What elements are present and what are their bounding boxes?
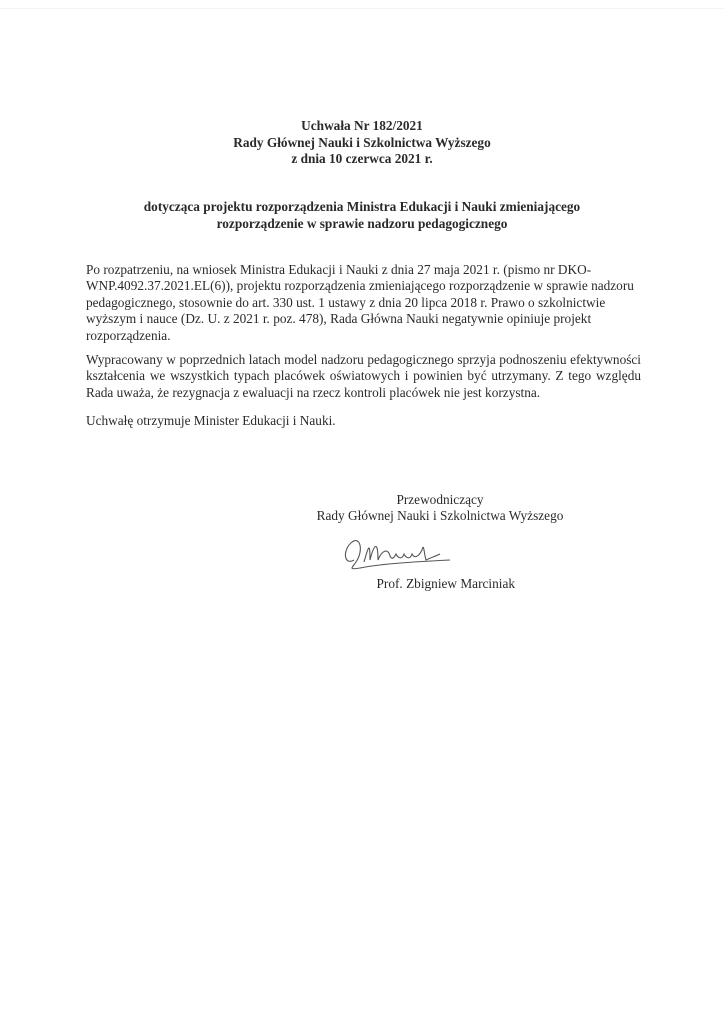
body-paragraph: Po rozpatrzeniu, na wniosek Ministra Edukacji i Nauki z dnia 27 maja 2021 r. (pismo nr DKO-WNP.4092.37.2021.EL(6)), projektu rozporządzenia zmieniającego rozporządzenie w sprawie nadzoru pedagogicznego, stosownie do art. 330 ust. 1 ustawy z dnia 20 lipca 2018 r. Prawo o szkolnictwie wyższym i nauce (Dz. U. z 2021 r. poz. 478), Rada Główna Nauki negatywnie opiniuje projekt rozporządzenia. [86,262,634,343]
subject-line-1: dotycząca projektu rozporządzenia Ministra Edukacji i Nauki zmieniającego [143,199,581,214]
signatory-title: Przewodniczący [396,492,484,507]
signatory-name-row [290,576,590,592]
body-paragraph: Uchwałę otrzymuje Minister Edukacji i Nauki. [86,413,336,429]
subject-line-2: rozporządzenie w sprawie nadzoru pedagogicznego [216,216,508,231]
resolution-date: z dnia 10 czerwca 2021 r. [291,151,433,166]
signature-block [290,492,590,525]
council-name: Rady Głównej Nauki i Szkolnictwa Wyższego [233,134,491,150]
handwritten-signature-icon [340,530,470,575]
body-paragraph: Wypracowany w poprzednich latach model nadzoru pedagogicznego sprzyja podnoszeniu efektywności kształcenia we wszystkich typach placówek oświatowych i powinien być utrzymany. Z tego względu Rada uważa, że rezygnacja z ewaluacji na rzecz kontroli placówek nie jest korzystna. [86,352,641,400]
signatory-name: Prof. Zbigniew Marciniak [376,576,515,591]
resolution-subject [100,198,624,232]
resolution-header [0,118,724,168]
signatory-organization: Rady Głównej Nauki i Szkolnictwa Wyższego [316,508,564,524]
scan-artifact [0,8,724,9]
resolution-body [86,262,641,438]
resolution-number: Uchwała Nr 182/2021 [301,118,423,133]
